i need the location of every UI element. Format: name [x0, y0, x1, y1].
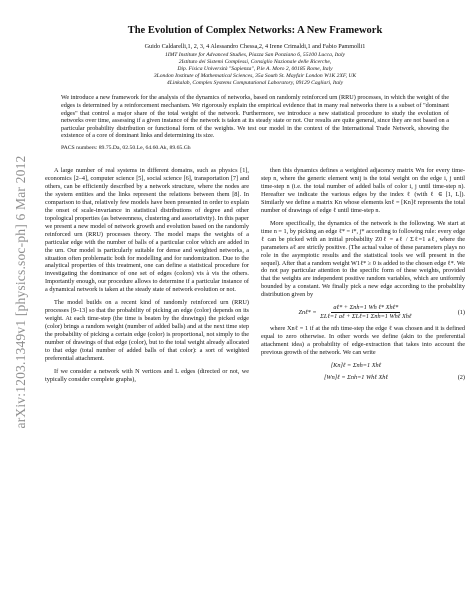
affiliation-line: 1IMT Institute for Advanced Studies, Piazza San Ponziano 6, 55100 Lucca, Italy — [164, 52, 346, 58]
paragraph: If we consider a network with N vertices and L edges (directed or not, we typically consider complete graphs), — [45, 367, 249, 383]
affiliation-line: 4Linkalab, Complex Systems Computational Laboratory, 09129 Cagliari, Italy — [166, 80, 344, 87]
pacs-numbers: PACS numbers: 89.75.Da, 02.50.Le, 64.60.Ak, 89.65.Gh — [61, 145, 191, 152]
author-list: Guido Caldarelli,1, 2, 3, 4 Alessandro Chessa,2, 4 Irene Crimaldi,1 and Fabio Pammolli1 — [144, 43, 366, 50]
equation-lhs: Znℓ* = — [298, 309, 317, 317]
equation-fraction — [318, 304, 413, 321]
abstract: We introduce a new framework for the analysis of the dynamics of networks, based on randomly reinforced urn (RRU) processes, in which the weight of the edges is determined by a reinforcement mechanism. We rigorously explain the empirical evidence that in many real networks there is a subset of "dominant edges" that control a major share of the total weight of the network. Furthermore, we introduce a new statistical procedure to study the evolution of networks over time, assessing if a given instance of the network is taken at its steady state or not. Our results are quite general, since they are not based on a particular probability distribution or functional form of the weights. We test our model in the context of the International Trade Network, showing the existence of a core of dominant links and determining its size. — [61, 94, 449, 140]
equation-denominator: ΣLℓ=1 aℓ + ΣLℓ=1 Σnh=1 Whℓ Xhℓ — [320, 313, 412, 321]
affiliation-line: 3London Institute of Mathematical Sciences, 35a South St. Mayfair London W1K 2XF, UK — [153, 73, 357, 80]
arxiv-id-text: arXiv:1203.1349v1 [physics.soc-ph] 6 Mar 2012 — [13, 155, 28, 429]
equation-number: (2) — [457, 373, 465, 381]
paragraph: The model builds on a recent kind of randomly reinforced urn (RRU) processes [9–13] so that the probability of picking an edge (color) depends on its weight. At each time-step (the time is beaten by the drawings) the picked edge (color) brings a random weight (number of added balls) and at the next time step the probability of picking a certain edge (color) is proportional, not simply to the number of drawings of that edge (color), but to the total weight already allocated to that edge (total number of added balls of that color): a sort of weighted preferential attachment. — [45, 299, 249, 362]
paragraph: then this dynamics defines a weighted adjacency matrix Wn for every time-step n, where the generic element wnij is the total weight on the edge i, j until time-step n (i.e. the total number of added balls of color i, j until time-step n). Hereafter we indicate the various edges by the index ℓ (with ℓ ∈ [1, L]). Similarly we define a matrix Kn whose elements knℓ = [Kn]ℓ represents the total number of drawings of edge ℓ until time-step n. — [261, 167, 465, 214]
arxiv-identifier-stamp — [8, 0, 34, 613]
affiliation-line: Dip. Fisica Università "Sapienza", P.le A. Moro 2, 00185 Rome, Italy — [177, 66, 333, 73]
affiliations — [45, 52, 465, 87]
equation-numerator: aℓ* + Σnh=1 Wh ℓ* Xhℓ* — [333, 304, 399, 312]
paragraph: A large number of real systems in different domains, such as physics [1], economics [2–4], computer science [5], social science [6], transportation [7] and others, can be efficiently described by a network structure, where the nodes are the system entities and the links represent the relations between them [8]. In comparison to that, relatively few models have been presented in order to explain the onset of scale-invariance in statistical distributions of degree and other topological properties (as betweenness, clustering and assortativity). In this paper we present a new model of network growth and evolution based on the randomly reinforced urn (RRU) processes theory. The model maps the weights of a particular edge with the number of balls of a particular color which are added in the urn. Our model is particularly suitable for dense and weighted networks, a situation often problematic both for modelling and for randomization. Due to the analytical properties of this treatment, one can define a statistical procedure for investigating the dominance of one set of edges (colors) vis à vis the others. Importantly enough, our procedure allows to determine if a particular instance of a dynamical network is taken at the steady state of network evolution or not. — [45, 167, 249, 294]
right-column — [261, 167, 465, 389]
equation-text: [Wn]ℓ = Σnh=1 Whℓ Xhℓ — [323, 373, 389, 381]
paragraph: where Xnℓ = 1 if at the nth time-step the edge ℓ was chosen and it is defined equal to zero otherwise. In other words we define (akin to the preferential attachment idea) a probability of edge-extraction that takes into account the previous growth of the network. We can write — [261, 325, 465, 357]
equation-number: (1) — [457, 308, 465, 316]
left-column — [45, 167, 249, 389]
two-column-body — [45, 167, 465, 389]
affiliation-line: 2Istituto dei Sistemi Complessi, Consiglio Nazionale delle Ricerche, — [178, 59, 332, 66]
equation-2a — [261, 362, 465, 370]
equation-text: [Kn]ℓ = Σnh=1 Xhℓ — [330, 362, 382, 369]
paragraph: More specifically, the dynamics of the network is the following. We start at time n = 1, by picking an edge ℓ* = i*, j* according to following rule: every edge ℓ can be picked with an initial probability Z0ℓ = aℓ / Σℓ=1 aℓ, where the parameters aℓ are strictly positive. (The actual value of these parameters plays no role in the asymptotic results and the statistical tools we will present in the sequel). After that a random weight W1ℓ* ≥ 0 is added to the chosen edge ℓ*. We do not pay particular attention to the specific form of these weights, provided that the weights are independent positive random variables, which are uniformly bounded by a constant. We finally pick a new edge according to the probability distribution given by — [261, 219, 465, 299]
equation-2b — [261, 374, 465, 382]
paper-page — [45, 24, 465, 389]
paper-title: The Evolution of Complex Networks: A New Framework — [127, 25, 383, 36]
equation-1 — [261, 304, 465, 321]
